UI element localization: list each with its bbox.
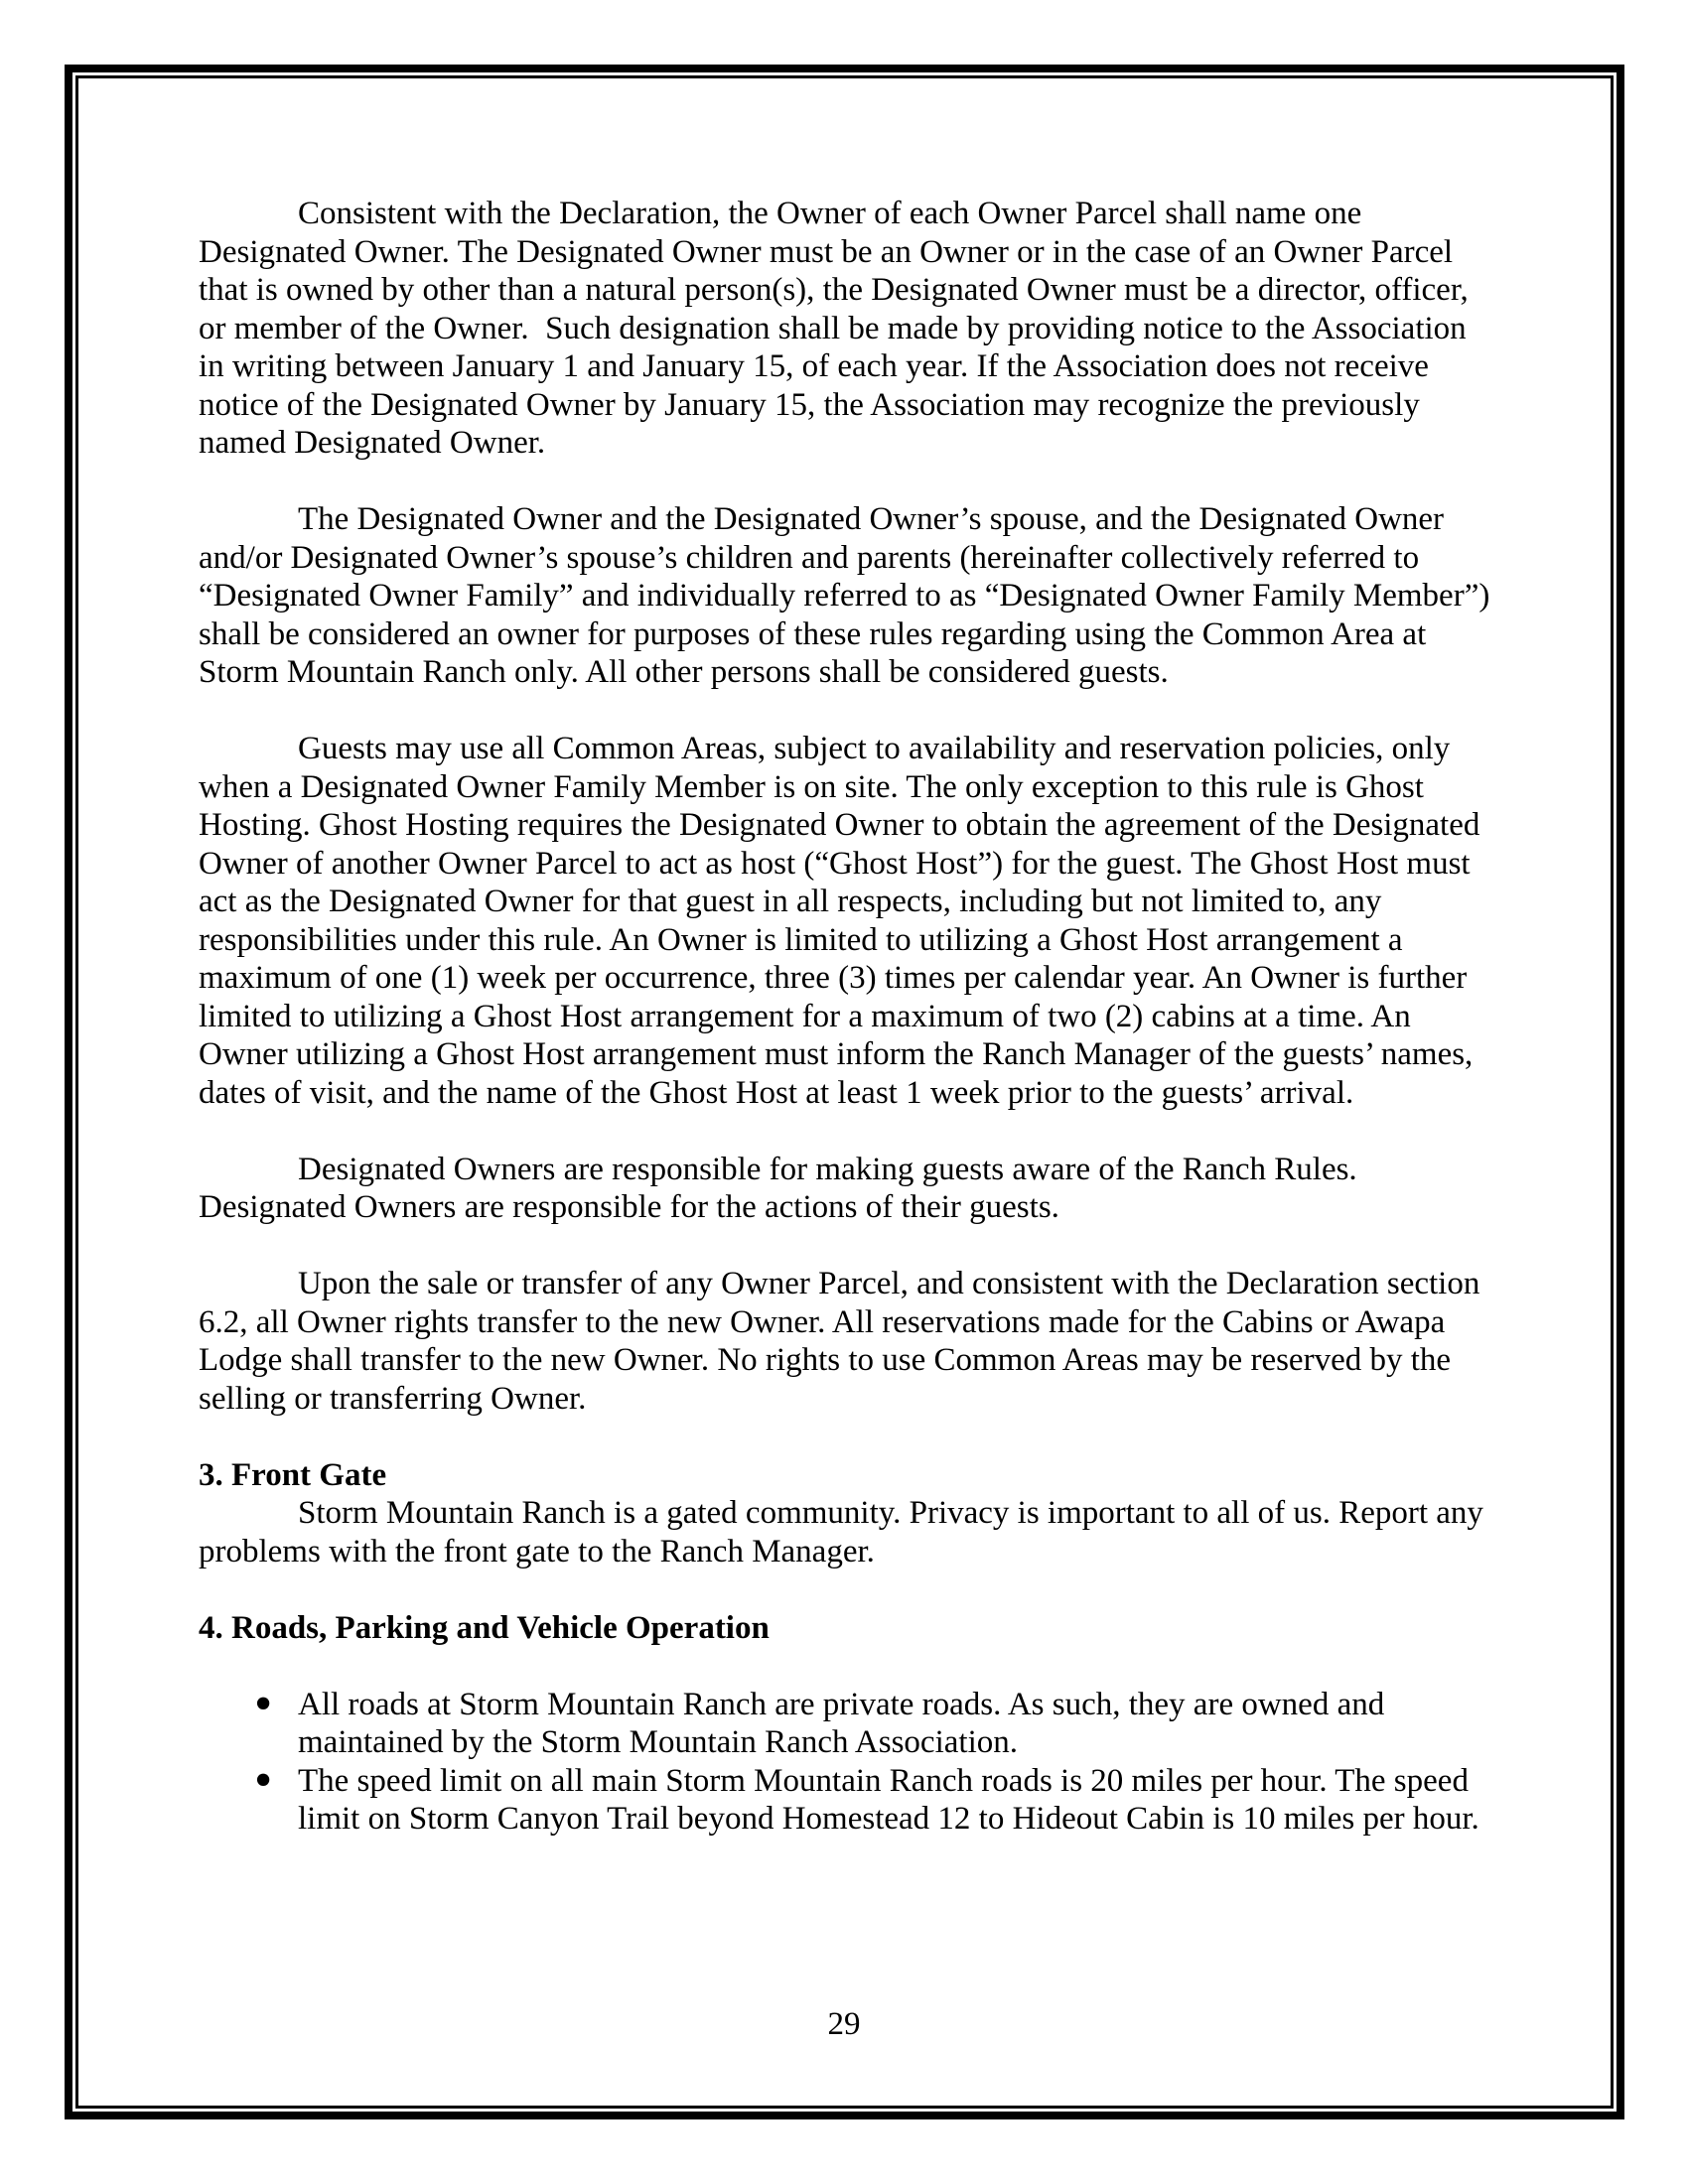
bullet-item-private-roads: • All roads at Storm Mountain Ranch are private roads. As such, they are owned and maintained by the Storm Mountain Ranch Association. <box>199 1686 1497 1762</box>
body-paragraph-sale-transfer: Upon the sale or transfer of any Owner Parcel, and consistent with the Declaration section 6.2, all Owner rights transfer to the new Owner. All reservations made for the Cabins or Awapa Lodge shall transfer to the new Owner. No rights to use Common Areas may be reserved by the selling or transferring Owner. <box>199 1266 1480 1417</box>
section-heading-roads-parking: 4. Roads, Parking and Vehicle Operation <box>199 1609 770 1646</box>
page-body <box>199 195 1497 1839</box>
bullet-item-speed-limit: • The speed limit on all main Storm Mountain Ranch roads is 20 miles per hour. The speed limit on Storm Canyon Trail beyond Homestead 12 to Hideout Cabin is 10 miles per hour. <box>199 1762 1497 1839</box>
body-paragraph-designated-owner: Consistent with the Declaration, the Owner of each Owner Parcel shall name one Designated Owner. The Designated Owner must be an Owner or in the case of an Owner Parcel that is owned by other than a natural person(s), the Designated Owner must be a director, officer, or member of the Owner. Such designation shall be made by providing notice to the Association in writing between January 1 and January 15, of each year. If the Association does not receive notice of the Designated Owner by January 15, the Association may recognize the previously named Designated Owner. <box>199 196 1469 461</box>
section-heading-front-gate: 3. Front Gate <box>199 1456 387 1493</box>
body-paragraph-owner-family: The Designated Owner and the Designated Owner’s spouse, and the Designated Owner and/or Designated Owner’s spouse’s children and parents (hereinafter collectively referred to “Designated Owner Family” and individually referred to as “Designated Owner Family Member”) shall be considered an owner for purposes of these rules regarding using the Common Area at Storm Mountain Ranch only. All other persons shall be considered guests. <box>199 501 1490 690</box>
bullet-list-roads <box>199 1686 1497 1839</box>
body-paragraph-guests-ghost-hosting: Guests may use all Common Areas, subject to availability and reservation policies, only when a Designated Owner Family Member is on site. The only exception to this rule is Ghost Hosting. Ghost Hosting requires the Designated Owner to obtain the agreement of the Designated Owner of another Owner Parcel to act as host (“Ghost Host”) for the guest. The Ghost Host must act as the Designated Owner for that guest in all respects, including but not limited to, any responsibilities under this rule. An Owner is limited to utilizing a Ghost Host arrangement a maximum of one (1) week per occurrence, three (3) times per calendar year. An Owner is further limited to utilizing a Ghost Host arrangement for a maximum of two (2) cabins at a time. An Owner utilizing a Ghost Host arrangement must inform the Ranch Manager of the guests’ names, dates of visit, and the name of the Ghost Host at least 1 week prior to the guests’ arrival. <box>199 731 1480 1111</box>
page-number: 29 <box>827 2006 861 2042</box>
body-paragraph-owner-responsibility: Designated Owners are responsible for making guests aware of the Ranch Rules. Designated Owners are responsible for the actions of their guests. <box>199 1151 1357 1225</box>
body-paragraph-front-gate: Storm Mountain Ranch is a gated community. Privacy is important to all of us. Report any problems with the front gate to the Ranch Manager. <box>199 1495 1483 1570</box>
